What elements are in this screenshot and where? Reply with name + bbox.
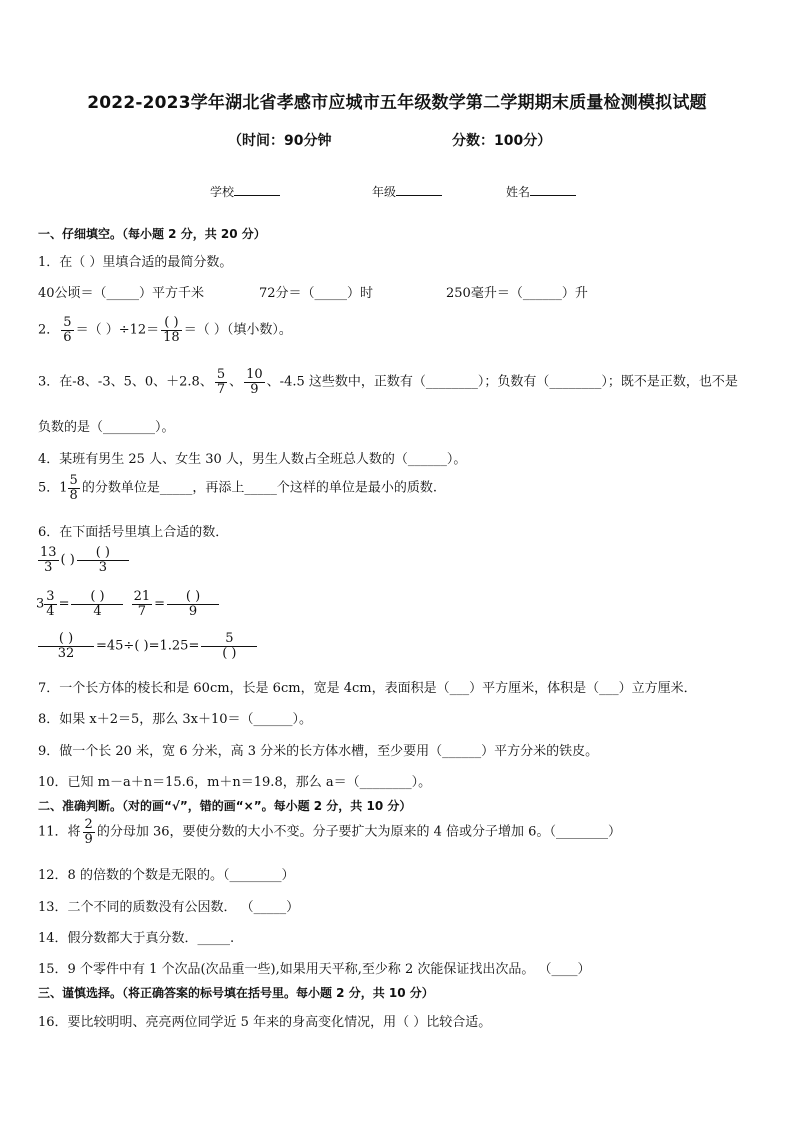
school-blank[interactable]: [234, 183, 280, 196]
question-1-a: 40公顷＝（_____）平方千米: [38, 286, 205, 301]
question-16: 16．要比较明明、亮亮两位同学近 5 年来的身高变化情况，用（ ）比较合适。: [38, 1015, 492, 1030]
question-8: 8．如果 x＋2＝5，那么 3x＋10＝（______）。: [38, 712, 313, 727]
name-label: 姓名: [506, 185, 531, 199]
section-heading-2: 二、准确判断。（对的画“√”，错的画“×”。每小题 2 分，共 10 分）: [38, 799, 412, 813]
question-14: 14．假分数都大于真分数．_____.: [38, 931, 235, 946]
question-2-eq1: ＝（ ）÷12＝: [75, 322, 160, 338]
separator: 、: [229, 374, 243, 390]
equals: =: [58, 596, 70, 612]
question-15: 15．9 个零件中有 1 个次品(次品重一些),如果用天平称,至少称 2 次能保证找出次品。 （____）: [38, 962, 591, 977]
question-11-pre: 11．将: [38, 824, 81, 840]
school-label: 学校: [210, 185, 235, 199]
question-9: 9．做一个长 20 米，宽 6 分米，高 3 分米的长方体水槽，至少要用（______）平方分米的铁皮。: [38, 744, 599, 759]
question-5-mid: 的分数单位是_____，再添上_____个这样的单位是最小的质数.: [81, 480, 437, 496]
fraction-21-7: $\frac{21}{7}$: [133, 589, 151, 619]
question-3-post: 、-4.5 这些数中，正数有（________）；负数有（________）；既不是正数，也不是: [266, 374, 738, 390]
fraction-3-4: $\frac{3}{4}$: [46, 589, 55, 619]
fraction-blank-18: $\frac{( )}{18}$: [163, 315, 180, 345]
question-5-pre: 5．1: [38, 480, 68, 496]
question-1-stem: 1．在（ ）里填合适的最简分数。: [38, 255, 233, 270]
fraction-10-9: $\frac{10}{9}$: [246, 367, 263, 397]
question-6-row-1: [36, 546, 131, 574]
total-score: 分数：100分）: [452, 133, 552, 149]
question-1-b: 72分＝（_____）时: [259, 286, 374, 301]
question-2-eq2: ＝（ ）（填小数）。: [183, 322, 292, 338]
question-2-number: 2．: [38, 322, 60, 338]
name-field: [506, 183, 576, 200]
grade-label: 年级: [372, 185, 397, 199]
fraction-blank-9: $\frac{( )}{9}$: [167, 590, 219, 618]
compare-blank: ( ): [60, 552, 75, 568]
question-3-pre: 3．在-8、-3、5、0、＋2.8、: [38, 374, 213, 390]
fraction-5-8: $\frac{5}{8}$: [69, 473, 78, 503]
question-7: 7．一个长方体的棱长和是 60cm，长是 6cm，宽是 4cm，表面积是（___）平方厘米，体积是（___）立方厘米．: [38, 681, 697, 696]
question-10: 10．已知 m－a＋n＝15.6，m＋n＝19.8，那么 a＝（________）。: [38, 775, 432, 790]
fraction-5-blank: $\frac{5}{( )}$: [201, 632, 257, 660]
fraction-blank-3: $\frac{( )}{3}$: [77, 546, 129, 574]
time-limit: （时间：90分钟: [228, 133, 332, 149]
section-heading-1: 一、仔细填空。（每小题 2 分，共 20 分）: [38, 227, 266, 241]
school-field: [210, 183, 280, 200]
question-6-row-3: [36, 632, 259, 660]
grade-blank[interactable]: [396, 183, 442, 196]
fraction-blank-32: $\frac{( )}{32}$: [38, 632, 94, 660]
fraction-13-3: $\frac{13}{3}$: [40, 545, 57, 575]
name-blank[interactable]: [530, 183, 576, 196]
question-12: 12．8 的倍数的个数是无限的。（________）: [38, 868, 295, 883]
question-2: [38, 316, 292, 344]
question-11: [38, 818, 621, 846]
equals-2: =: [154, 596, 166, 612]
fraction-2-9: $\frac{2}{9}$: [84, 817, 93, 847]
question-4: 4．某班有男生 25 人、女生 30 人，男生人数占全班总人数的（______）。: [38, 452, 467, 467]
question-13: 13．二个不同的质数没有公因数． （_____）: [38, 900, 300, 915]
question-5: [38, 474, 437, 502]
question-3: [38, 368, 738, 396]
grade-field: [372, 183, 442, 200]
mixed-whole-3: 3: [36, 596, 45, 612]
question-1-c: 250毫升＝（______）升: [446, 286, 588, 301]
fraction-blank-4: $\frac{( )}{4}$: [71, 590, 123, 618]
fraction-5-7: $\frac{5}{7}$: [216, 367, 226, 397]
question-6-row-2: [36, 590, 221, 618]
question-3-line2: 负数的是（________）。: [38, 420, 175, 435]
section-heading-3: 三、谨慎选择。（将正确答案的标号填在括号里。每小题 2 分，共 10 分）: [38, 986, 434, 1000]
question-6-row-3-mid: =45÷( )=1.25=: [96, 638, 200, 654]
question-6-stem: 6．在下面括号里填上合适的数．: [38, 525, 229, 540]
fraction-5-6: $\frac{5}{6}$: [63, 315, 72, 345]
question-11-post: 的分母加 36，要使分数的大小不变。分子要扩大为原来的 4 倍或分子增加 6。（________）: [96, 824, 621, 840]
page-title: 2022-2023学年湖北省孝感市应城市五年级数学第二学期期末质量检测模拟试题: [87, 93, 707, 113]
